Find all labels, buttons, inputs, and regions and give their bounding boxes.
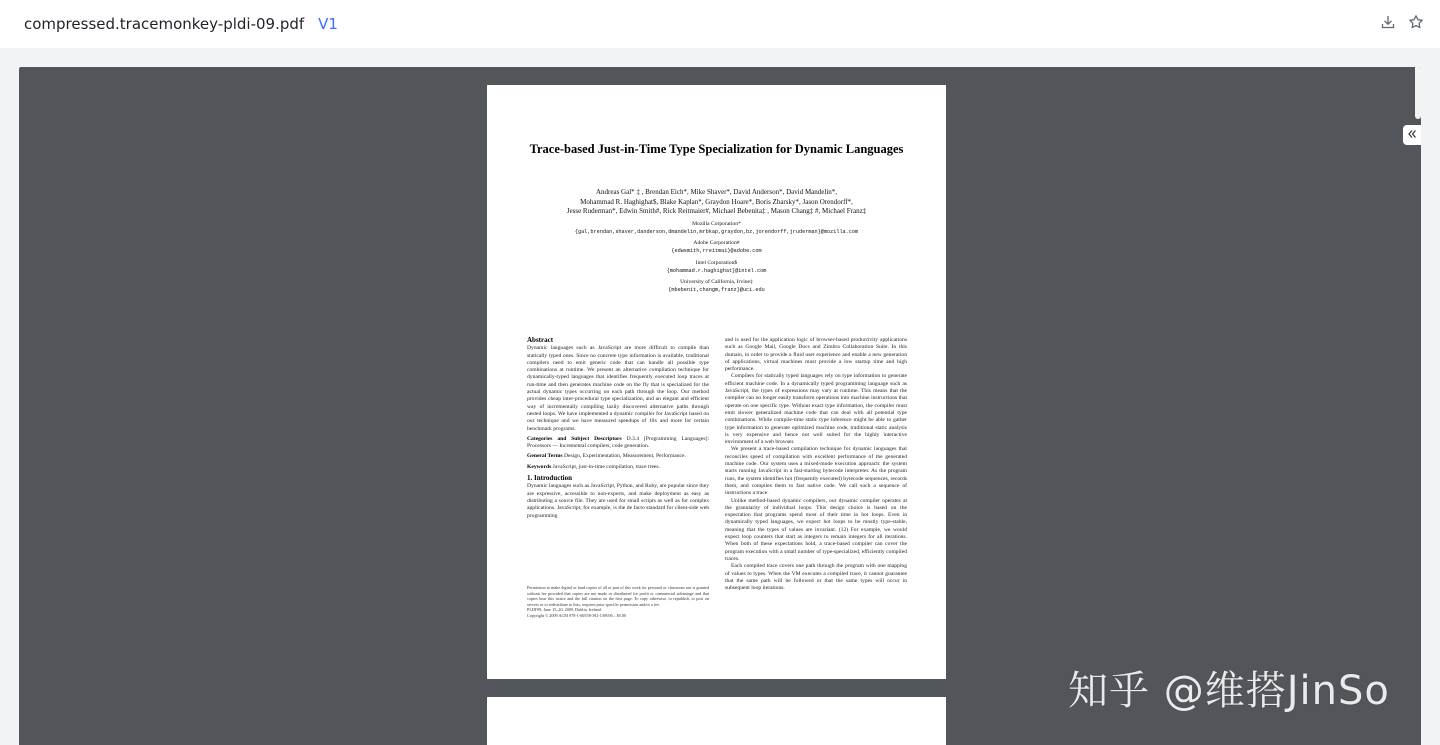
download-icon[interactable] [1380,14,1396,30]
affiliation-uci: University of California, Irvine‡ {mbebenit,changm,franz}@uci.edu [668,279,765,293]
paper-title: Trace-based Just-in-Time Type Specialization for Dynamic Languages [529,142,904,156]
paragraph: Unlike method-based dynamic compilers, our dynamic compiler operates at the granularity of individual loops. This design choice is based on the expectation that programs spend most of their time in hot loops. Even in dynamically typed languages, we expect hot loops to be mostly type-stable, meaning that the types of values are invariant. (12) For example, we would expect loop counters that start as integers to remain integers for all iterations. When both of these expectations hold, a trace-based compiler can cover the program execution with a small number of type-specialized, efficiently compiled traces. [725,497,907,562]
paper-authors [517,188,916,217]
paragraph: and is used for the application logic of browser-based productivity applications such as Google Mail, Google Docs and Zimbra Collaboration Suite. In this domain, in order to provide a fluid user experience and enable a new generation of applications, virtual machines must provide a low startup time and high performance. [725,337,907,373]
affiliation-adobe: Adobe Corporation# {edwsmith,rreitmai}@adobe.com [671,240,762,254]
keywords: Keywords JavaScript, just-in-time compilation, trace trees. [527,463,660,470]
affiliation-mozilla: Mozilla Corporation* {gal,brendan,shaver,danderson,dmandelin,mrbkap,graydon,bz,jorendorff,jruderman}@mozilla.com [574,221,859,235]
pdf-viewer[interactable] [19,67,1421,745]
star-icon[interactable] [1408,14,1424,30]
toolbar-actions [1380,14,1424,30]
collapse-panel-button[interactable] [1403,125,1421,145]
version-badge[interactable]: V1 [318,15,338,33]
paragraph: Compilers for statically typed languages rely on type information to generate efficient machine code. In a dynamically typed programming language such as JavaScript, the types of expressions may vary at runtime. This means that the compiler can no longer easily transform operations into machine instructions that operate on one specific type. Without exact type information, the compiler must emit slower generalized machine code that can deal with all potential type combinations. While compile-time static type inference might be able to gather type information to generate optimized machine code, traditional static analysis is very expensive and hence not well suited for the highly interactive environment of a web browser. [725,373,907,446]
right-column [725,337,907,592]
author-line: Andreas Gal* ‡ , Brendan Eich*, Mike Shaver*, David Anderson*, David Mandelin*, [595,188,838,196]
left-column [527,337,709,523]
abstract-text: Dynamic languages such as JavaScript are more difficult to compile than statically typed ones. Since no concrete type information is available, traditional compilers need to emit generic code that can handle all possible type combinations at runtime. We present an alternative compilation technique for dynamically-typed languages that identifies frequently executed loop traces at run-time and then generates machine code on the fly that is specialized for the actual dynamic types occurring on each path through the loop. Our method provides cheap inter-procedural type specialization, and an elegant and efficient way of incrementally compiling lazily discovered alternative paths through nested loops. We have implemented a dynamic compiler for JavaScript based on our technique and we have measured speedups of 10x and more for certain benchmark programs. [527,345,709,432]
top-bar [0,0,1440,48]
intro-heading: 1. Introduction [527,474,572,483]
general-terms: General Terms Design, Experimentation, Measurement, Performance. [527,453,686,460]
abstract-heading: Abstract [527,336,554,344]
watermark: 知乎 @维搭JinSo [1068,668,1390,714]
paragraph: Each compiled trace covers one path through the program with one mapping of values to types. When the VM executes a compiled trace, it cannot guarantee that the same path will be followed or that the same types will occur in subsequent loop iterations. [725,563,907,592]
intro-text: Dynamic languages such as JavaScript, Python, and Ruby, are popular since they are expressive, accessible to non-experts, and make deployment as easy as distributing a source file. They are used for small scripts as well as for complex applications. JavaScript, for example, is the de facto standard for client-side web programming [527,483,709,519]
author-line: Mohammad R. Haghighat$, Blake Kaplan*, Graydon Hoare*, Boris Zbarsky*, Jason Orendorff*, [580,197,853,206]
file-name: compressed.tracemonkey-pldi-09.pdf [24,15,305,33]
author-line: Jesse Ruderman*, Edwin Smith#, Rick Reitmaier#, Michael Bebenita‡ , Mason Chang‡ #, Michael Franz‡ [566,207,867,215]
permission-notice: Permission to make digital or hard copies of all or part of this work for personal or classroom use is granted without fee provided that copies are not made or distributed for profit or commercial advantage and that copies bear this notice and the full citation on the first page. To copy otherwise, to republish, to post on servers or to redistribute to lists, requires prior specific permission and/or a fee. PLDI'09, June 15–20, 2009, Dublin, Ireland. Copyright © 2009 ACM 978-1-60558-392-1/09/06... $5.00 [527,585,709,618]
scrollbar-thumb[interactable] [1415,67,1421,119]
categories: Categories and Subject Descriptors D.3.4 [Programming Languages]: Processors — Incremental compilers, code generation. [527,435,709,450]
affiliation-intel: Intel Corporation$ {mohammad.r.haghighat}@intel.com [666,260,767,274]
pdf-page-2 [487,697,946,745]
double-chevron-left-icon [1407,126,1417,144]
paragraph: We present a trace-based compilation technique for dynamic languages that reconciles speed of compilation with excellent performance of the generated machine code. Our system uses a mixed-mode execution approach: the system starts running JavaScript in a fast-starting bytecode interpreter. As the program runs, the system identifies hot (frequently executed) bytecode sequences, records them, and compiles them to fast native code. We call such a sequence of instructions a trace. [725,446,907,497]
pdf-page-1 [487,85,946,679]
